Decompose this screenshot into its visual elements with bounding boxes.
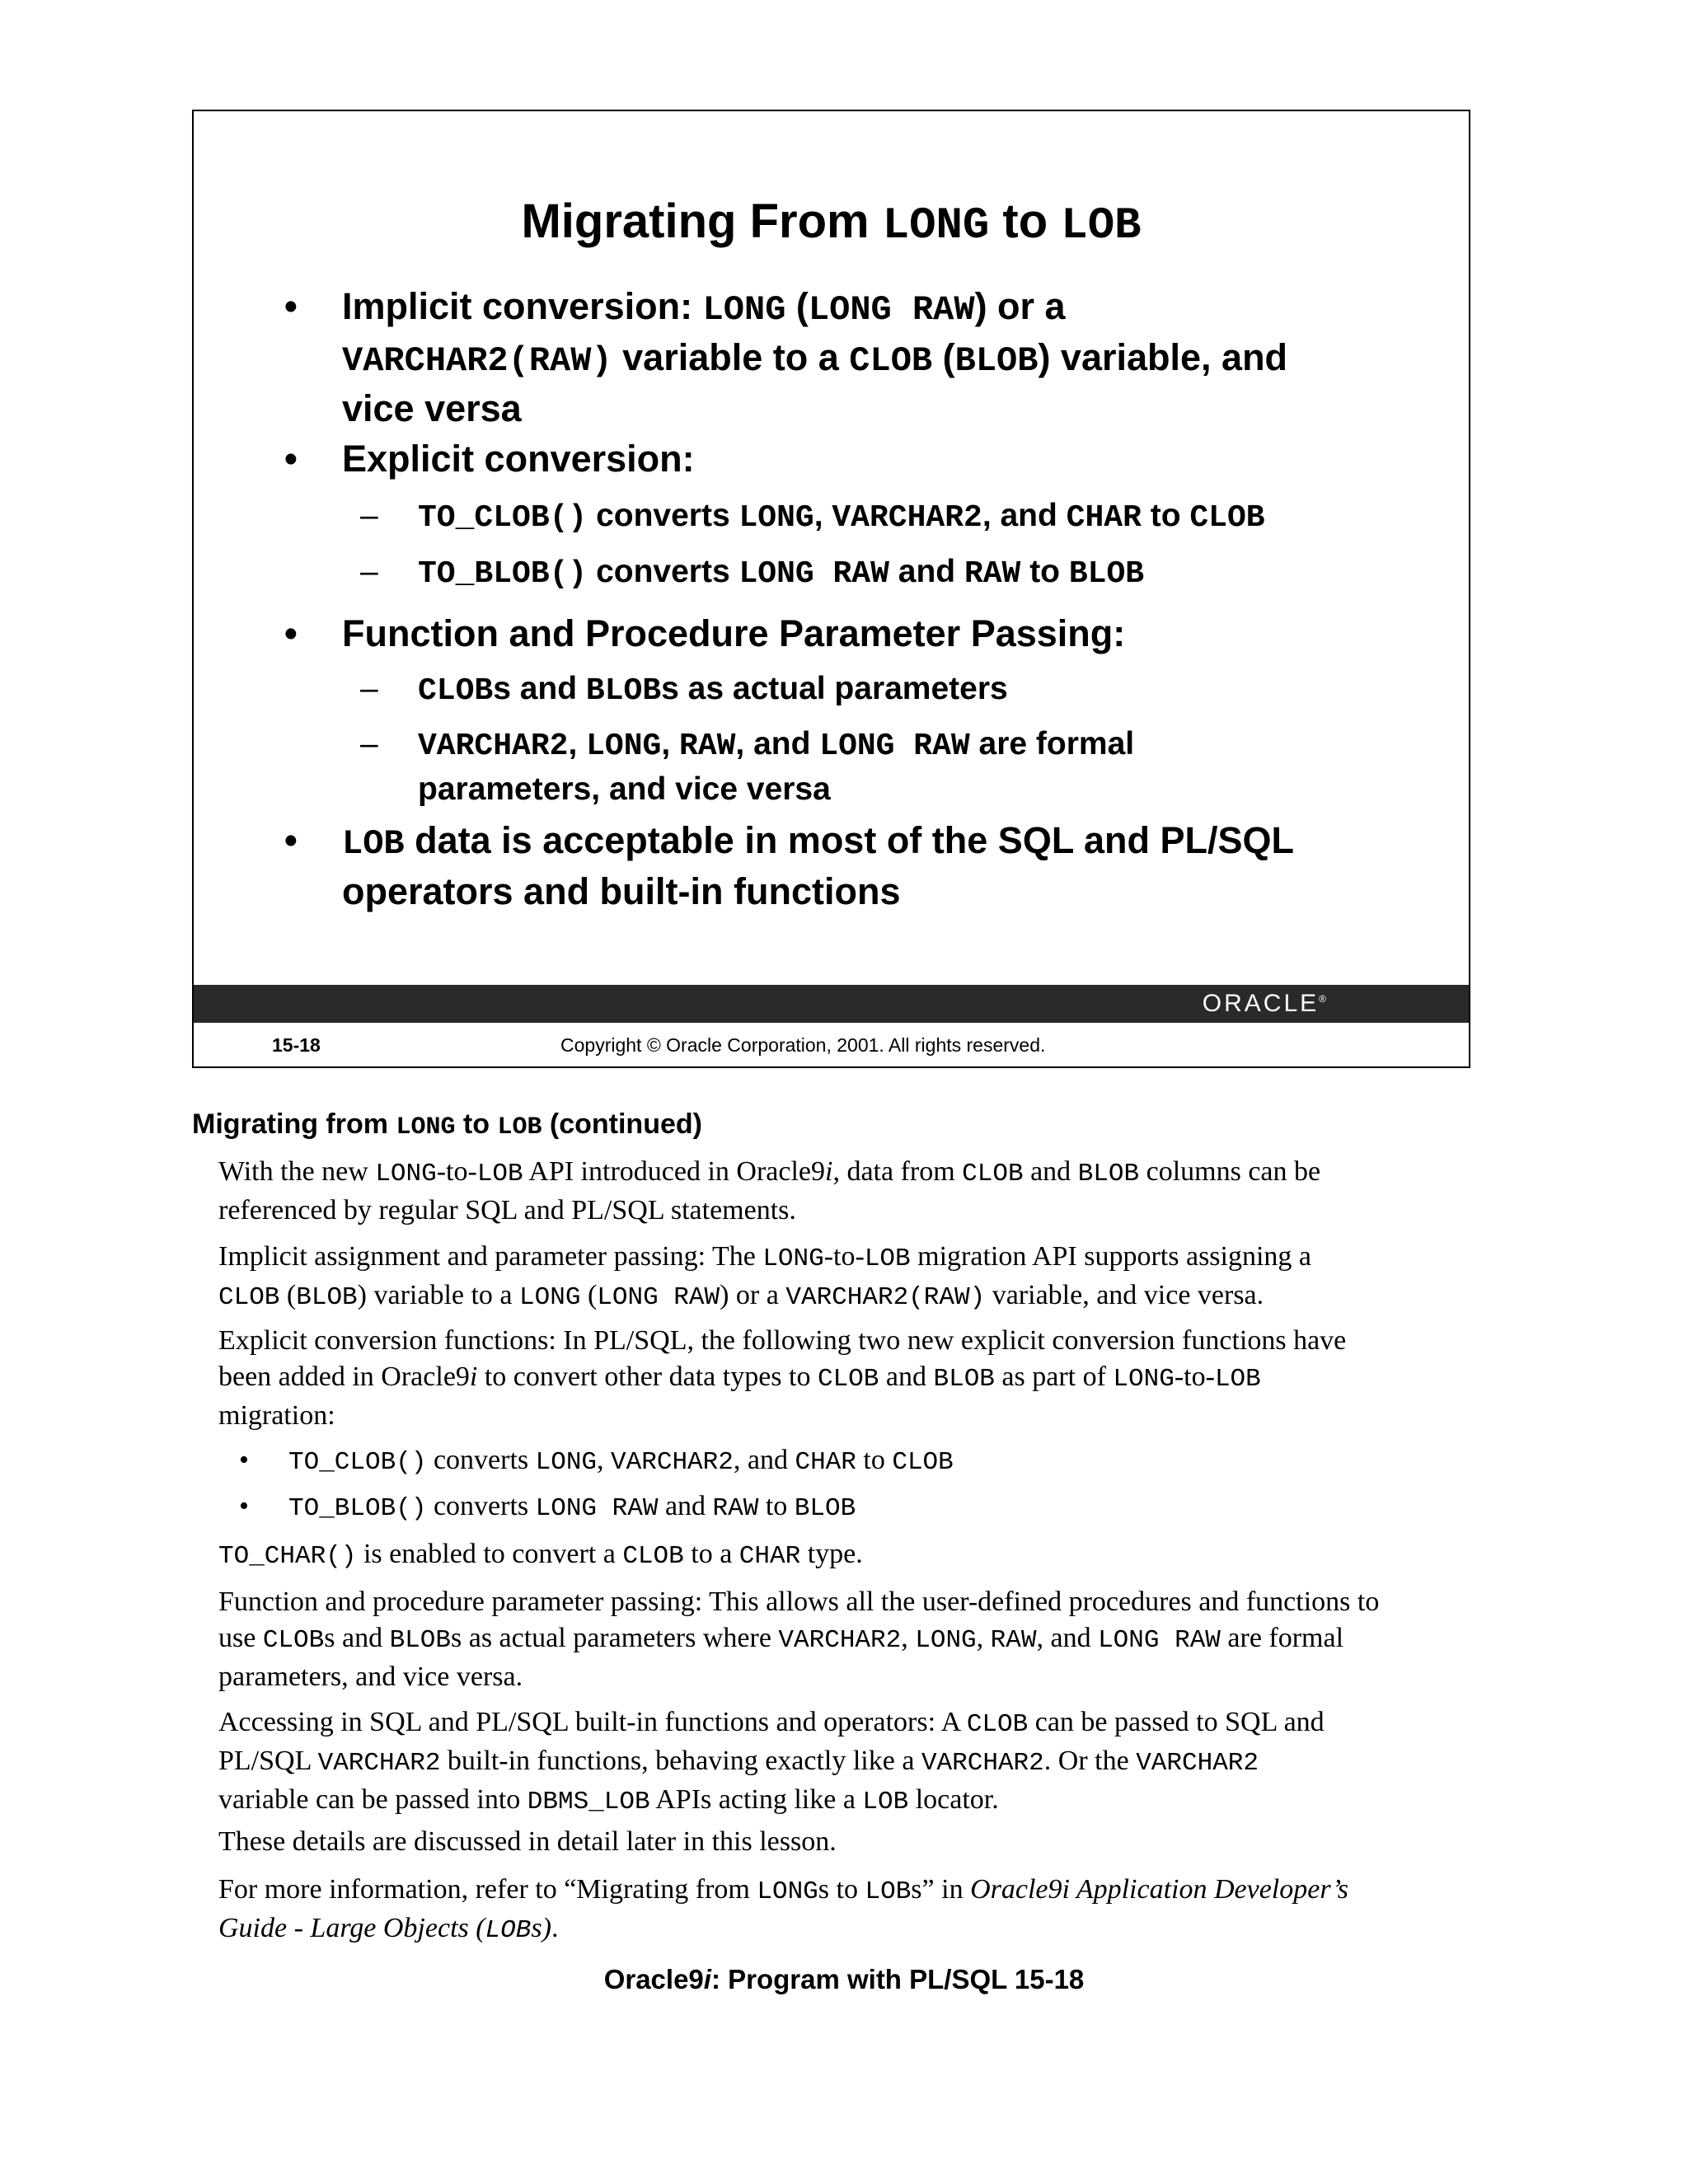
slide-subbullet-to-clob: – TO_CLOB() converts LONG, VARCHAR2, and CHAR to CLOB — [360, 498, 1265, 536]
slide-subbullet-actual-params: – CLOBs and BLOBs as actual parameters — [360, 671, 1008, 709]
notes-paragraph-accessing: Accessing in SQL and PL/SQL built-in functions and operators: A CLOB can be passed to SQL and PL/SQL VARCHAR2 built-in functions, behaving exactly like a VARCHAR2. Or the VARCHAR2 variable can be passed into DBMS_LOB APIs acting like a LOB locator. — [218, 1707, 1325, 1816]
slide-bullet-parameter-passing: • Function and Procedure Parameter Passing: — [284, 612, 1126, 654]
notes-heading: Migrating from LONG to LOB (continued) — [192, 1108, 702, 1141]
slide-number: 15-18 — [272, 1034, 321, 1056]
notes-paragraph-parameter-passing: Function and procedure parameter passing: This allows all the user-defined procedures and functions to use CLOBs and BLOBs as actual parameters where VARCHAR2, LONG, RAW, and LONG RAW are formal parameters, and vice versa. — [218, 1586, 1380, 1692]
slide-title: Migrating From LONG to LOB — [521, 194, 1142, 251]
slide-footer-bar — [194, 985, 1469, 1023]
notes-paragraph-to-char: TO_CHAR() is enabled to convert a CLOB to a CHAR type. — [218, 1539, 863, 1571]
notes-bullet-to-blob: • TO_BLOB() converts LONG RAW and RAW to BLOB — [239, 1491, 856, 1523]
slide-copyright: Copyright © Oracle Corporation, 2001. All rights reserved. — [560, 1034, 1046, 1056]
notes-paragraph-details: These details are discussed in detail later in this lesson. — [218, 1826, 837, 1857]
slide-bullet-lob-data: • LOB data is acceptable in most of the SQL and PL/SQL operators and built-in functions — [284, 819, 1295, 912]
notes-paragraph-more-info: For more information, refer to “Migrating from LONGs to LOBs” in Oracle9i Application Developer’s Guide - Large Objects (LOBs). — [218, 1874, 1348, 1945]
notes-paragraph-implicit: Implicit assignment and parameter passing: The LONG-to-LOB migration API supports assigning a CLOB (BLOB) variable to a LONG (LONG RAW) or a VARCHAR2(RAW) variable, and vice versa. — [218, 1241, 1312, 1312]
notes-paragraph-explicit: Explicit conversion functions: In PL/SQL, the following two new explicit conversion functions have been added in Oracle9i to convert other data types to CLOB and BLOB as part of LONG-to-LOB migration: — [218, 1325, 1347, 1431]
page-footer: Oracle9i: Program with PL/SQL 15-18 — [603, 1964, 1085, 1994]
oracle-logo: ORACLE® — [1202, 990, 1329, 1017]
slide-subbullet-formal-params: – VARCHAR2, LONG, RAW, and LONG RAW are formal parameters, and vice versa — [360, 726, 1135, 807]
slide-bullet-implicit: • Implicit conversion: LONG (LONG RAW) or a VARCHAR2(RAW) variable to a CLOB (BLOB) variable, and vice versa — [284, 285, 1288, 429]
slide-bullet-explicit: • Explicit conversion: — [284, 438, 695, 480]
notes-paragraph-intro: With the new LONG-to-LOB API introduced in Oracle9i, data from CLOB and BLOB columns can be referenced by regular SQL and PL/SQL statements. — [218, 1156, 1321, 1226]
slide-frame — [192, 110, 1470, 1068]
notes-bullet-to-clob: • TO_CLOB() converts LONG, VARCHAR2, and CHAR to CLOB — [239, 1445, 954, 1477]
slide-subbullet-to-blob: – TO_BLOB() converts LONG RAW and RAW to BLOB — [360, 554, 1145, 592]
